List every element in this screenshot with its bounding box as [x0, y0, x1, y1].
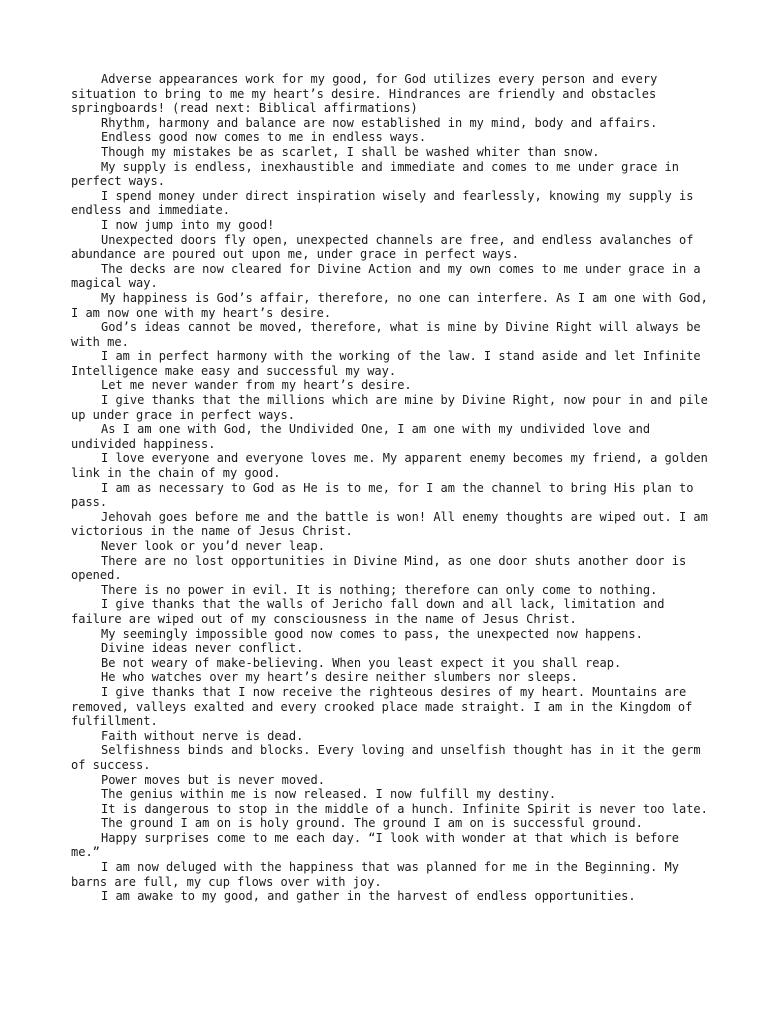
paragraph: Jehovah goes before me and the battle is won! All enemy thoughts are wiped out. I am victorious in the name of Jesus Christ.	[71, 509, 708, 539]
paragraph: Let me never wander from my heart’s desire.	[101, 378, 412, 393]
paragraph: There are no lost opportunities in Divine Mind, as one door shuts another door is opened.	[71, 553, 687, 583]
paragraph: I give thanks that I now receive the righteous desires of my heart. Mountains are removed, valleys exalted and every crooked place made straight. I am in the Kingdom of fulfillment.	[71, 684, 693, 729]
paragraph: Endless good now comes to me in endless ways.	[101, 130, 427, 145]
paragraph: Power moves but is never moved.	[101, 772, 325, 787]
paragraph: I give thanks that the millions which are mine by Divine Right, now pour in and pile up under grace in perfect ways.	[71, 393, 708, 422]
paragraph: As I am one with God, the Undivided One, I am one with my undivided love and undivided happiness.	[71, 422, 651, 451]
paragraph: Though my mistakes be as scarlet, I shall be washed whiter than snow.	[101, 144, 600, 159]
paragraph: My seemingly impossible good now comes to pass, the unexpected now happens.	[101, 626, 643, 641]
paragraph: I spend money under direct inspiration wisely and fearlessly, knowing my supply is endless and immediate.	[71, 188, 694, 218]
paragraph: God’s ideas cannot be moved, therefore, what is mine by Divine Right will always be with me.	[71, 320, 701, 349]
paragraph: There is no power in evil. It is nothing; therefore can only come to nothing.	[101, 582, 658, 597]
paragraph: Happy surprises come to me each day. “I look with wonder at that which is before me.”	[71, 830, 679, 860]
paragraph: Adverse appearances work for my good, for God utilizes every person and every situation to bring to me my heart’s desire. Hindrances are friendly and obstacles springboards! (read next: Biblical affirmations)	[71, 72, 658, 116]
paragraph: The ground I am on is holy ground. The ground I am on is successful ground.	[101, 816, 643, 831]
paragraph: I now jump into my good!	[101, 217, 275, 232]
paragraph: I am now deluged with the happiness that was planned for me in the Beginning. My barns are full, my cup flows over with joy.	[71, 860, 679, 889]
paragraph: He who watches over my heart’s desire neither slumbers nor sleeps.	[101, 670, 578, 685]
paragraph: My happiness is God’s affair, therefore, no one can interfere. As I am one with God, I am now one with my heart’s desire.	[71, 290, 708, 320]
paragraph: Rhythm, harmony and balance are now established in my mind, body and affairs.	[101, 115, 658, 130]
paragraph: My supply is endless, inexhaustible and immediate and comes to me under grace in perfect ways.	[71, 159, 679, 189]
document-page	[71, 72, 711, 904]
paragraph: I give thanks that the walls of Jericho fall down and all lack, limitation and failure are wiped out of my consciousness in the name of Jesus Christ.	[71, 597, 665, 626]
paragraph: Never look or you’d never leap.	[101, 539, 325, 553]
paragraph: Faith without nerve is dead.	[101, 728, 304, 743]
paragraph: The genius within me is now released. I now fulfill my destiny.	[101, 787, 557, 802]
paragraph: Unexpected doors fly open, unexpected channels are free, and endless avalanches of abundance are poured out upon me, under grace in perfect ways.	[71, 232, 694, 262]
paragraph: I am in perfect harmony with the working of the law. I stand aside and let Infinite Intelligence make easy and successful my way.	[71, 349, 701, 378]
paragraph: Be not weary of make-believing. When you least expect it you shall reap.	[101, 655, 622, 670]
paragraph: Divine ideas never conflict.	[101, 641, 304, 656]
paragraph: It is dangerous to stop in the middle of a hunch. Infinite Spirit is never too late.	[101, 801, 708, 816]
paragraph: I am as necessary to God as He is to me, for I am the channel to bring His plan to pass.	[71, 480, 694, 510]
paragraph: I am awake to my good, and gather in the harvest of endless opportunities.	[101, 889, 636, 904]
paragraph: Selfishness binds and blocks. Every loving and unselfish thought has in it the germ of success.	[71, 743, 701, 772]
paragraph: The decks are now cleared for Divine Action and my own comes to me under grace in a magical way.	[71, 261, 701, 291]
paragraph: I love everyone and everyone loves me. My apparent enemy becomes my friend, a golden link in the chain of my good.	[71, 451, 708, 481]
